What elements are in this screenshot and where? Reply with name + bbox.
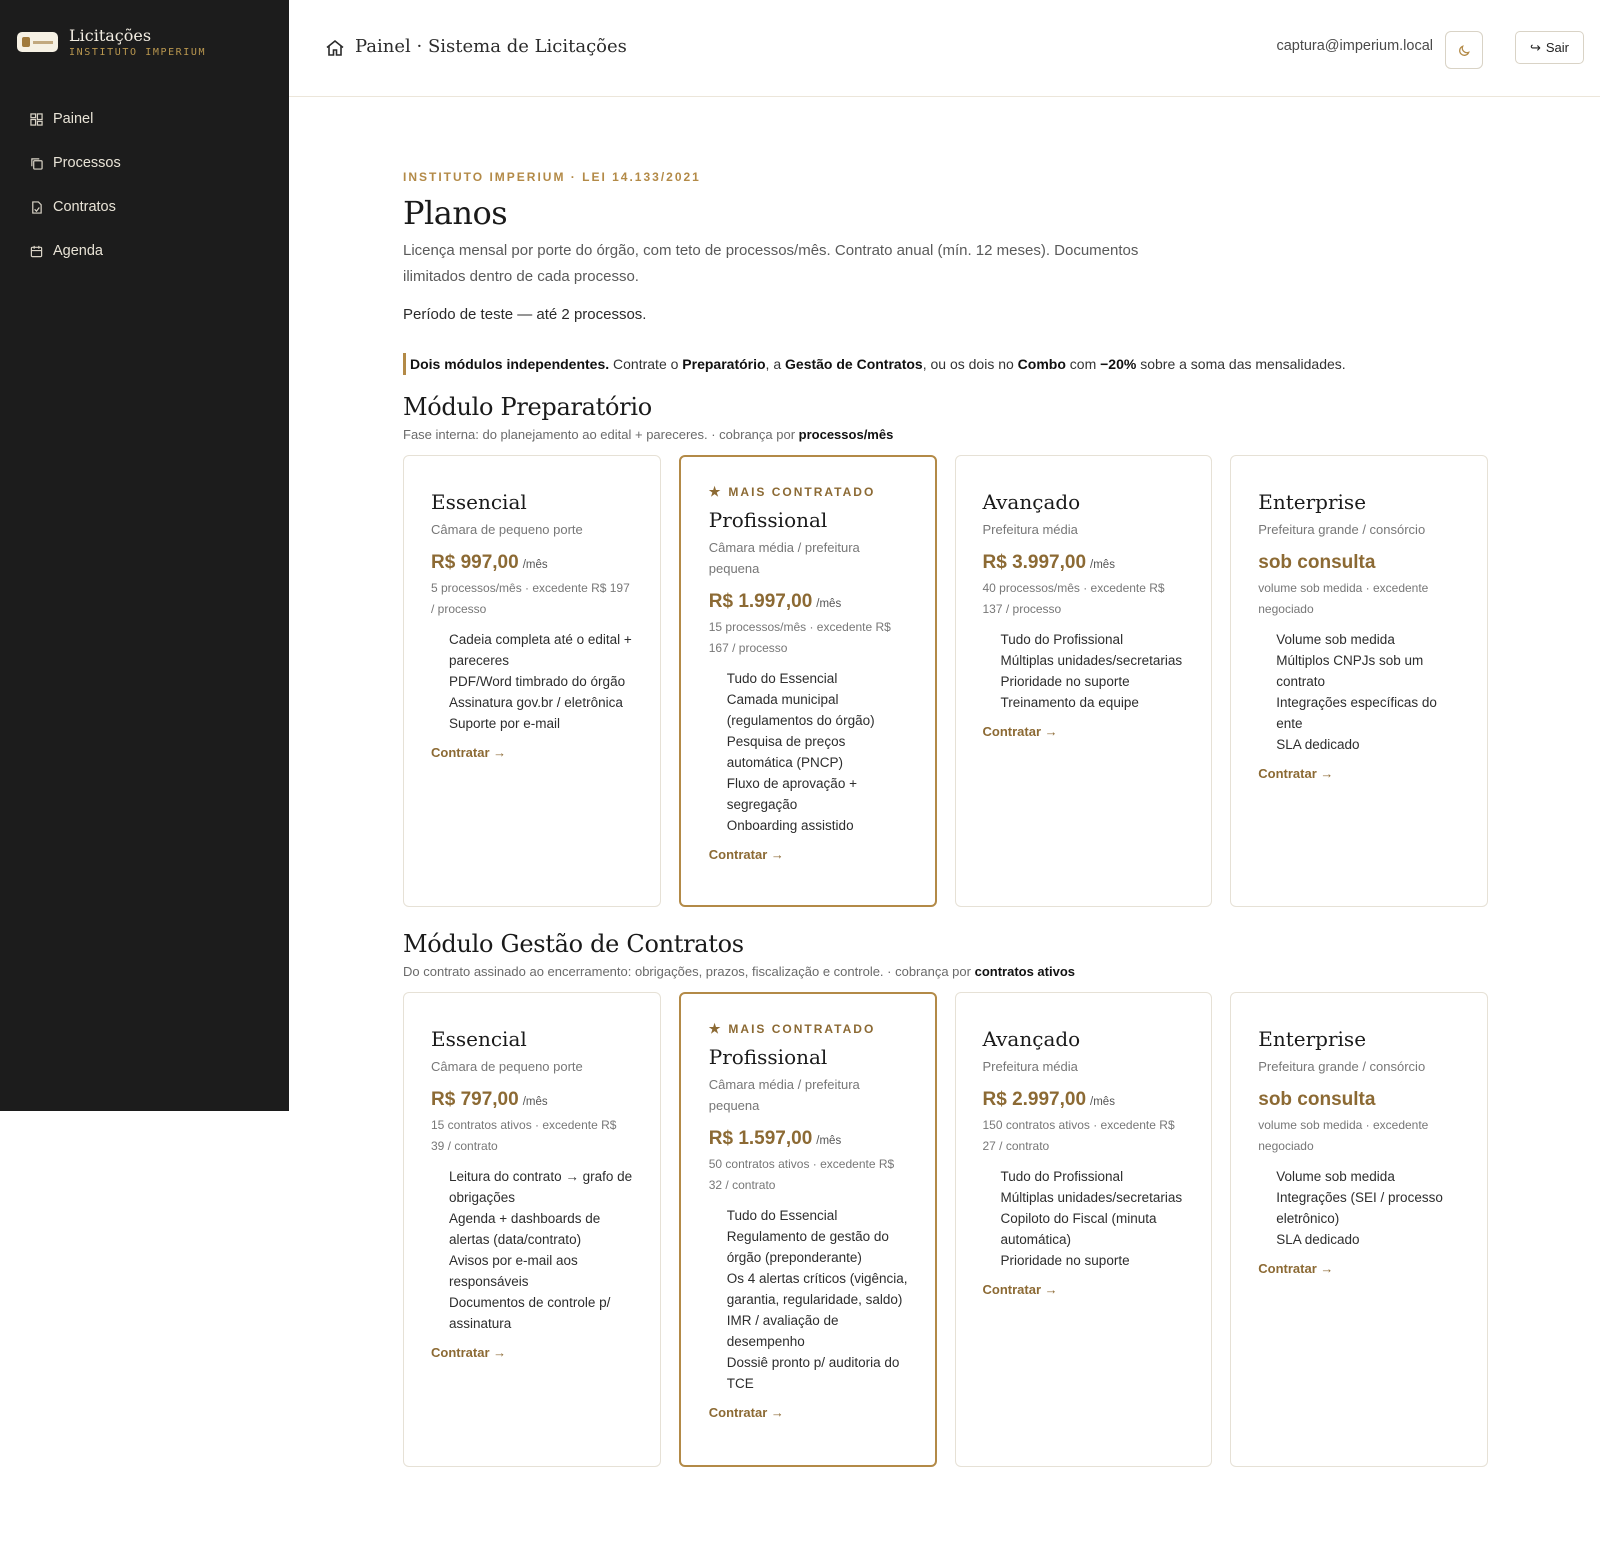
plan-audience: Prefeitura grande / consórcio: [1258, 1059, 1426, 1074]
plan-quota: 15 processos/mês · excedente R$ 167 / processo: [708, 620, 891, 655]
feature-item: Agenda + dashboards de alertas (data/contrato): [449, 1211, 601, 1247]
feature-item: Volume sob medida: [1276, 632, 1395, 647]
plan-audience: Câmara média / prefeitura pequena: [708, 1077, 860, 1113]
module-description: Fase interna: do planejamento ao edital + pareceres. · cobrança por processos/mês: [403, 427, 894, 442]
sidebar-item-label: Painel: [53, 111, 94, 127]
plan-quota: volume sob medida · excedente negociado: [1258, 581, 1429, 616]
plan-cards: [403, 455, 1488, 907]
plan-price: R$ 3.997,00: [982, 552, 1087, 573]
sidebar-item-label: Processos: [53, 155, 121, 171]
plan-price-row: [431, 1089, 633, 1111]
price-period: /mês: [816, 1135, 842, 1147]
plan-audience: Prefeitura média: [982, 522, 1078, 537]
plan-name: Enterprise: [1258, 490, 1367, 514]
module-title: Módulo Preparatório: [403, 393, 652, 421]
user-email: captura@imperium.local: [1276, 38, 1433, 54]
feature-list: [983, 1166, 1185, 1271]
copy-icon: [30, 157, 43, 170]
logout-label: Sair: [1545, 40, 1569, 55]
plan-audience: Câmara média / prefeitura pequena: [708, 540, 860, 576]
feature-item: Prioridade no suporte: [1000, 1253, 1130, 1268]
plan-name: Avançado: [982, 490, 1081, 514]
plan-quota: 5 processos/mês · excedente R$ 197 / processo: [431, 581, 630, 616]
feature-item: Regulamento de gestão do órgão (preponderante): [726, 1229, 889, 1265]
feature-item: Tudo do Essencial: [726, 1208, 838, 1223]
plan-cards: [403, 992, 1488, 1467]
plan-audience: Câmara de pequeno porte: [431, 522, 583, 537]
price-period: /mês: [816, 598, 842, 610]
contratar-link[interactable]: Contratar →: [982, 724, 1058, 739]
feature-item: Volume sob medida: [1276, 1169, 1395, 1184]
plan-price-row: [709, 1128, 909, 1150]
home-icon[interactable]: [325, 38, 345, 58]
contratar-link[interactable]: Contratar →: [431, 745, 507, 760]
feature-item: Múltiplas unidades/secretarias: [1000, 653, 1183, 668]
feature-item: Fluxo de aprovação + segregação: [726, 776, 857, 812]
plan-card-avançado: [955, 455, 1213, 907]
document-icon: [30, 201, 43, 214]
plan-quota: 15 contratos ativos · excedente R$ 39 / contrato: [431, 1118, 617, 1153]
modules-callout: Dois módulos independentes. Contrate o Preparatório, a Gestão de Contratos, ou os dois no Combo com −20% sobre a soma das mensalidades.: [403, 353, 1488, 375]
plan-name: Avançado: [982, 1027, 1081, 1051]
feature-item: Cadeia completa até o edital + pareceres: [449, 632, 632, 668]
feature-list: [983, 629, 1185, 713]
logout-button[interactable]: [1515, 31, 1584, 64]
feature-item: Tudo do Essencial: [726, 671, 838, 686]
plan-price: R$ 1.597,00: [708, 1128, 813, 1149]
plan-price-row: [983, 552, 1185, 574]
price-period: /mês: [522, 1096, 548, 1108]
feature-item: Múltiplos CNPJs sob um contrato: [1276, 653, 1424, 689]
plan-card-avançado: [955, 992, 1213, 1467]
moon-icon: [1458, 44, 1471, 57]
plan-quota: 50 contratos ativos · excedente R$ 32 / contrato: [708, 1157, 895, 1192]
module-title: Módulo Gestão de Contratos: [403, 930, 744, 958]
plan-quota: 40 processos/mês · excedente R$ 137 / processo: [982, 581, 1165, 616]
module-preparatorio: [403, 393, 1488, 907]
plan-name: Profissional: [708, 1045, 828, 1069]
contratar-link[interactable]: Contratar →: [982, 1282, 1058, 1297]
contratar-link[interactable]: Contratar →: [1258, 1261, 1334, 1276]
brand-logo: [17, 32, 58, 52]
trial-notice: Período de teste — até 2 processos.: [403, 306, 647, 323]
calendar-icon: [30, 245, 43, 258]
feature-item: IMR / avaliação de desempenho: [726, 1313, 839, 1349]
feature-item: Camada municipal (regulamentos do órgão): [726, 692, 875, 728]
feature-list: [1258, 629, 1460, 755]
logout-icon: ↪: [1529, 39, 1541, 55]
page-eyebrow: INSTITUTO IMPERIUM · LEI 14.133/2021: [403, 170, 701, 184]
plan-price: R$ 2.997,00: [982, 1089, 1087, 1110]
plan-price-row: [709, 591, 909, 613]
brand-subtitle: INSTITUTO IMPERIUM: [69, 47, 207, 58]
plan-quota: volume sob medida · excedente negociado: [1258, 1118, 1429, 1153]
featured-badge: ★ MAIS CONTRATADO: [708, 1021, 876, 1036]
plan-price: sob consulta: [1258, 1089, 1376, 1110]
plan-price-row: [431, 552, 633, 574]
plan-price-row: [1258, 552, 1460, 574]
feature-item: SLA dedicado: [1276, 1232, 1360, 1247]
contratar-link[interactable]: Contratar →: [708, 1405, 784, 1420]
feature-item: Suporte por e-mail: [449, 716, 561, 731]
plan-audience: Prefeitura média: [982, 1059, 1078, 1074]
module-description: Do contrato assinado ao encerramento: obrigações, prazos, fiscalização e controle. · cobrança por contratos ativos: [403, 964, 1076, 979]
plan-card-enterprise: [1230, 992, 1488, 1467]
plan-card-profissional: [679, 992, 937, 1467]
plan-price: R$ 1.997,00: [708, 591, 813, 612]
price-period: /mês: [522, 559, 548, 571]
page-lead: Licença mensal por porte do órgão, com teto de processos/mês. Contrato anual (mín. 12 meses). Documentos ilimitados dentro de cada processo.: [403, 242, 1139, 285]
plan-name: Enterprise: [1258, 1027, 1367, 1051]
feature-item: Copiloto do Fiscal (minuta automática): [1000, 1211, 1157, 1247]
plan-price-row: [1258, 1089, 1460, 1111]
plan-audience: Prefeitura grande / consórcio: [1258, 522, 1426, 537]
feature-item: Tudo do Profissional: [1000, 1169, 1124, 1184]
sidebar-item-contratos[interactable]: [30, 185, 121, 229]
theme-toggle-button[interactable]: [1445, 31, 1483, 69]
feature-item: Avisos por e-mail aos responsáveis: [449, 1253, 578, 1289]
feature-item: Os 4 alertas críticos (vigência, garantia, regularidade, saldo): [726, 1271, 908, 1307]
feature-list: [709, 1205, 909, 1394]
contratar-link[interactable]: Contratar →: [708, 847, 784, 862]
feature-item: Múltiplas unidades/secretarias: [1000, 1190, 1183, 1205]
feature-item: Documentos de controle p/ assinatura: [449, 1295, 611, 1331]
brand[interactable]: [17, 26, 206, 58]
brand-title: Licitações: [69, 26, 152, 45]
featured-badge: ★ MAIS CONTRATADO: [708, 484, 876, 499]
sidebar-item-label: Contratos: [53, 199, 116, 215]
plan-card-essencial: [403, 992, 661, 1467]
feature-item: PDF/Word timbrado do órgão: [449, 674, 626, 689]
plan-audience: Câmara de pequeno porte: [431, 1059, 583, 1074]
plan-price: R$ 797,00: [431, 1089, 519, 1110]
feature-item: Onboarding assistido: [726, 818, 854, 833]
sidebar: [0, 0, 289, 1111]
price-period: /mês: [1090, 1096, 1115, 1108]
feature-item: SLA dedicado: [1276, 737, 1360, 752]
sidebar-item-painel[interactable]: [30, 97, 121, 141]
feature-list: [1258, 1166, 1460, 1250]
feature-list: [431, 629, 633, 734]
feature-item: Dossiê pronto p/ auditoria do TCE: [726, 1355, 900, 1391]
price-period: /mês: [1090, 559, 1115, 571]
feature-item: Treinamento da equipe: [1000, 695, 1139, 710]
plan-name: Profissional: [708, 508, 828, 532]
plan-card-profissional: [679, 455, 937, 907]
plan-card-essencial: [403, 455, 661, 907]
module-gestao-contratos: [403, 930, 1488, 1467]
contratar-link[interactable]: Contratar →: [431, 1345, 507, 1360]
plan-name: Essencial: [431, 490, 527, 514]
sidebar-item-label: Agenda: [53, 243, 103, 259]
main-content: [403, 170, 1488, 1467]
feature-item: Assinatura gov.br / eletrônica: [449, 695, 623, 710]
feature-list: [709, 668, 909, 836]
feature-item: Integrações específicas do ente: [1276, 695, 1437, 731]
contratar-link[interactable]: Contratar →: [1258, 766, 1334, 781]
plan-price: R$ 997,00: [431, 552, 519, 573]
feature-list: [431, 1166, 633, 1334]
plan-price: sob consulta: [1258, 552, 1376, 573]
plan-price-row: [983, 1089, 1185, 1111]
topbar: [289, 0, 1600, 97]
feature-item: Pesquisa de preços automática (PNCP): [726, 734, 846, 770]
feature-item: Tudo do Profissional: [1000, 632, 1124, 647]
sidebar-item-processos[interactable]: [30, 141, 121, 185]
sidebar-item-agenda[interactable]: [30, 229, 121, 273]
page-title: Planos: [403, 194, 508, 232]
feature-item: Prioridade no suporte: [1000, 674, 1130, 689]
sidebar-nav: [30, 97, 121, 273]
feature-item: Integrações (SEI / processo eletrônico): [1276, 1190, 1443, 1226]
page-breadcrumb: Painel · Sistema de Licitações: [355, 36, 627, 57]
plan-quota: 150 contratos ativos · excedente R$ 27 / contrato: [982, 1118, 1175, 1153]
star-icon: ★: [708, 1021, 723, 1036]
plan-name: Essencial: [431, 1027, 527, 1051]
plan-card-enterprise: [1230, 455, 1488, 907]
star-icon: ★: [708, 484, 723, 499]
feature-item: Leitura do contrato → grafo de obrigações: [449, 1169, 633, 1205]
grid-icon: [30, 113, 43, 126]
